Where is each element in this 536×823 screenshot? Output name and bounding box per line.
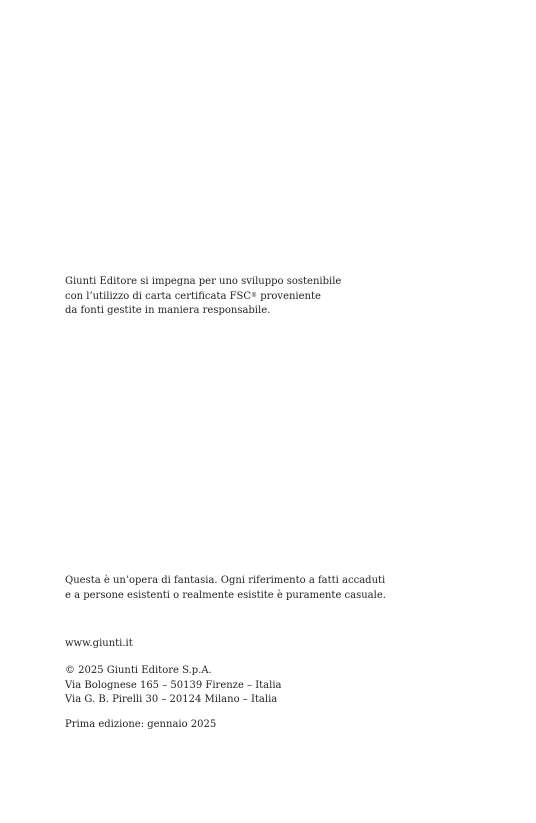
registered-trademark-mark: ® <box>251 291 258 299</box>
sustainability-line-1: Giunti Editore si impegna per uno sviluppo sostenibile <box>65 276 342 287</box>
fiction-disclaimer <box>65 574 505 603</box>
copyright-notice: © 2025 Giunti Editore S.p.A. <box>65 665 212 676</box>
edition-text: Prima edizione: gennaio 2025 <box>65 719 217 730</box>
sustainability-line-2 <box>65 290 505 305</box>
sustainability-notice <box>65 275 505 319</box>
edition-info <box>65 718 505 733</box>
publisher-website <box>65 637 505 652</box>
sustainability-line-3: da fonti gestite in maniera responsabile. <box>65 305 271 316</box>
sustainability-line-2-end: proveniente <box>257 290 321 302</box>
address-milan: Via G. B. Pirelli 30 – 20124 Milano – Italia <box>65 694 278 705</box>
sustainability-line-2-text: con l’utilizzo di carta certificata FSC <box>65 290 252 302</box>
publisher-info <box>65 664 505 708</box>
fiction-disclaimer-line-1: Questa è un’opera di fantasia. Ogni riferimento a fatti accaduti <box>65 575 386 586</box>
website-text: www.giunti.it <box>65 638 133 649</box>
fiction-disclaimer-line-2: e a persone esistenti o realmente esistite è puramente casuale. <box>65 589 386 601</box>
address-florence: Via Bolognese 165 – 50139 Firenze – Italia <box>65 679 282 691</box>
